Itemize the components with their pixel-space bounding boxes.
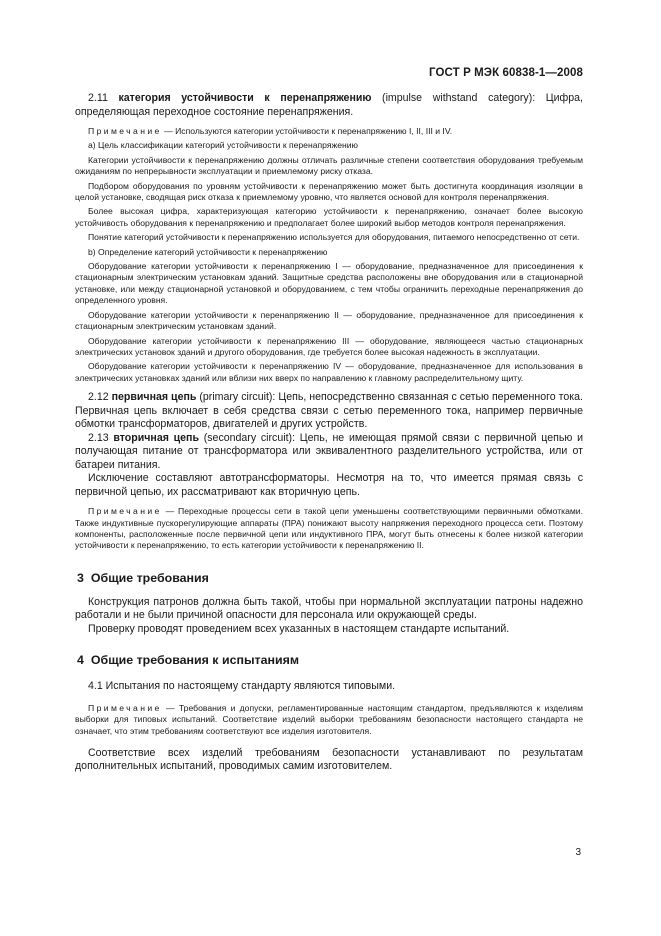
section-title: Общие требования к испытаниям [90,653,299,668]
note-text: — Используются категории устойчивости к перенапряжению I, II, III и IV. [161,126,453,136]
section-4-paragraph: Соответствие всех изделий требованиям безопасности устанавливают по результатам дополнительных испытаний, проводимых самим изготовителем. [75,746,583,773]
list-b-paragraph: Оборудование категории устойчивости к перенапряжению I — оборудование, предназначенное для присоединения к стационарным электрическим установкам зданий. Защитные средства расположены вне оборудования или в стационарной установке, или между стационарной установкой и оборудованием, с тем чтобы ограничить переходные перенапряжения до определенного уровня. [75,261,583,306]
term: вторичная цепь [113,431,199,444]
section-title: Общие требования [90,570,209,585]
clause-2-13 [75,432,583,473]
standard-designation: ГОСТ Р МЭК 60838-1—2008 [429,67,583,79]
list-a-paragraph: Более высокая цифра, характеризующая категорию устойчивости к перенапряжению, означает более высокую устойчивость оборудования к перенапряжению и предполагает более широкий выбор методов контроля перенапряжения. [75,206,583,228]
clause-number: 2.13 [88,431,109,444]
list-item-a-title: а) Цель классификации категорий устойчивости к перенапряжению [88,140,359,151]
list-b-paragraph: Оборудование категории устойчивости к перенапряжению II — оборудование, предназначенное для присоединения к стационарным электрическим установкам зданий. [75,309,583,332]
section-3-heading [75,570,583,586]
page-number: 3 [575,847,581,858]
note-2-13 [75,506,583,552]
definition: (impulse withstand category): Цифра, определяющая переходное состояние перенапряжения. [75,92,583,118]
clause-2-13-exception: Исключение составляют автотрансформаторы. Несмотря на то, что имеется прямая связь с первичной цепью, их рассматривают как вторичную цепь. [75,472,583,498]
note-label: Примечание [88,506,162,517]
note-text: — Требования и допуски, регламентированные настоящим стандартом, предъявляются к изделиям выборки для типовых испытаний. Соответствие изделий выборки требованиям безопасности настоящего стандарта не означает, что этим требованиям соответствуют все изделия изготовителя. [75,702,583,736]
list-b-paragraph: Оборудование категории устойчивости к перенапряжению III — оборудование, являющееся частью стационарных электрических установок зданий и другого оборудования, где требуется более высокая надежность в эксплуатации. [75,335,583,357]
note-4-1 [75,703,583,737]
list-a-paragraph: Категории устойчивости к перенапряжению должны отличать различные степени соответствия оборудования требуемым ожиданиям по непрерывности эксплуатации и приемлемому риску отказа. [75,154,583,177]
list-item-b-title: b) Определение категорий устойчивости к перенапряжению [88,246,328,257]
list-a-paragraph: Подбором оборудования по уровням устойчивости к перенапряжению может быть достигнута координация изоляции в целой установке, сводящая риск отказа к приемлемому уровню, что является основой для контроля перенапряжения. [75,180,583,203]
clause-2-11 [75,92,583,119]
list-a-paragraph: Понятие категорий устойчивости к перенапряжению используется для оборудования, питаемого непосредственно от сети. [88,232,580,243]
clause-number: 2.12 [88,391,109,404]
definition: (primary circuit): Цепь, непосредственно связанная с сетью переменного тока. Первичная цепь включает в себя средства связи с сетью переменного тока, например первичные обмотки трансформаторов, двигателей и других устройств. [75,391,583,431]
clause-2-12 [75,391,583,432]
clause-4-1: 4.1 Испытания по настоящему стандарту являются типовыми. [88,680,396,693]
term: категория устойчивости к перенапряжению [118,92,372,104]
section-4-heading [75,652,583,668]
list-b-paragraph: Оборудование категории устойчивости к перенапряжению IV — оборудование, предназначенное для использования в электрических установках зданий или вблизи них вверх по направлению к главному распределительному щиту. [75,361,583,383]
note-text: — Переходные процессы сети в такой цепи уменьшены соответствующими первичными обмотками. Также индуктивные пускорегулирующие аппараты (ПРА) понижают высоту напряжения переходного процесса сети. Поэтому компоненты, расположенные после первичной цепи или индуктивного ПРА, могут быть отнесены к более низкой категории устойчивости к перенапряжению, то есть категории устойчивости к перенапряжению II. [75,506,583,551]
section-3-paragraph: Конструкция патронов должна быть такой, чтобы при нормальной эксплуатации патроны надежно работали и не были причиной опасности для персонала или окружающей среды. [75,595,583,622]
note-2-11 [75,126,583,137]
clause-number: 2.11 [88,92,108,104]
term: первичная цепь [111,391,197,404]
note-label: Примечание [88,702,162,713]
section-3-paragraph: Проверку проводят проведением всех указанных в настоящем стандарте испытаний. [88,622,510,635]
definition: (secondary circuit): Цепь, не имеющая прямой связи с первичной цепью и получающая питание от трансформатора или эквивалентного разделительного устройства, или от батареи питания. [75,431,584,471]
section-number: 3 [77,570,84,585]
section-number: 4 [77,653,84,668]
page-content [75,92,583,774]
note-label: Примечание [88,126,162,136]
